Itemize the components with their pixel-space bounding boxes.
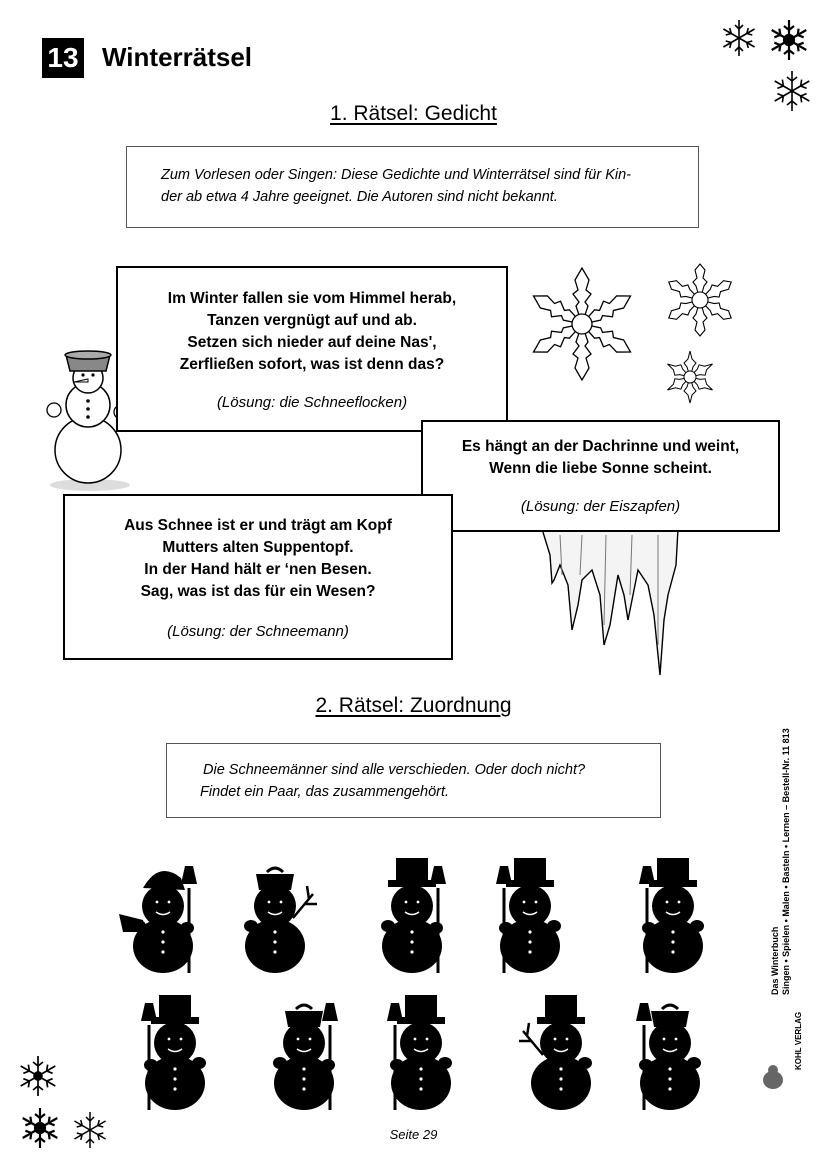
riddle-line: Mutters alten Suppentopf.: [162, 539, 354, 556]
snowman-silhouette: [381, 858, 446, 973]
snowman-silhouette: [387, 995, 452, 1110]
riddle-line: In der Hand hält er ‘nen Besen.: [144, 561, 372, 578]
snowman-silhouette: [639, 858, 704, 973]
snowman-silhouette: [244, 868, 317, 973]
section-title-gedicht: 1. Rätsel: Gedicht: [330, 102, 497, 125]
snowman-silhouette: [519, 995, 592, 1110]
riddle-line: Setzen sich nieder auf deine Nas',: [187, 334, 437, 351]
intro-note-line: Zum Vorlesen oder Singen: Diese Gedichte und Winterrätsel sind für Kin-: [161, 167, 632, 183]
riddle-line: Wenn die liebe Sonne scheint.: [489, 460, 712, 477]
snowman-silhouette: [273, 1003, 338, 1110]
chapter-number-badge: 13: [42, 38, 84, 78]
riddle-line: Es hängt an der Dachrinne und weint,: [461, 438, 740, 455]
riddle-solution: (Lösung: die Schneeflocken): [216, 394, 408, 411]
riddle-line: Im Winter fallen sie vom Himmel herab,: [167, 290, 457, 307]
riddle-line: Tanzen vergnügt auf und ab.: [207, 312, 417, 329]
task-note-line: Die Schneemänner sind alle verschieden. Oder doch nicht?: [203, 762, 586, 778]
riddle-line: Aus Schnee ist er und trägt am Kopf: [124, 517, 392, 534]
page-title: Winterrätsel: [102, 42, 253, 72]
task-note-line: Findet ein Paar, das zusammengehört.: [200, 784, 450, 800]
publisher-logo-text: KOHL VERLAG: [794, 1011, 803, 1070]
publisher-sidebar: [770, 690, 810, 1090]
snowman-silhouette: [636, 1003, 701, 1110]
riddle-line: Sag, was ist das für ein Wesen?: [140, 583, 376, 600]
snowman-silhouette: [141, 995, 206, 1110]
sidebar-book-subtitle: Singen • Spielen • Malen • Basteln • Lernen – Bestell-Nr. 11 813: [781, 728, 791, 995]
riddle-line: Zerfließen sofort, was ist denn das?: [179, 356, 445, 373]
snowman-silhouette: [119, 866, 197, 973]
publisher-logo-icon: [760, 1062, 786, 1092]
sidebar-book-title: Das Winterbuch: [770, 926, 780, 995]
riddle-solution: (Lösung: der Eiszapfen): [520, 498, 681, 515]
page-number: Seite 29: [389, 1127, 438, 1142]
section-title-zuordnung: 2. Rätsel: Zuordnung: [315, 694, 512, 717]
snowman-silhouette: [496, 858, 561, 973]
riddle-solution: (Lösung: der Schneemann): [167, 623, 349, 640]
intro-note-line: der ab etwa 4 Jahre geeignet. Die Autoren sind nicht bekannt.: [161, 189, 558, 205]
